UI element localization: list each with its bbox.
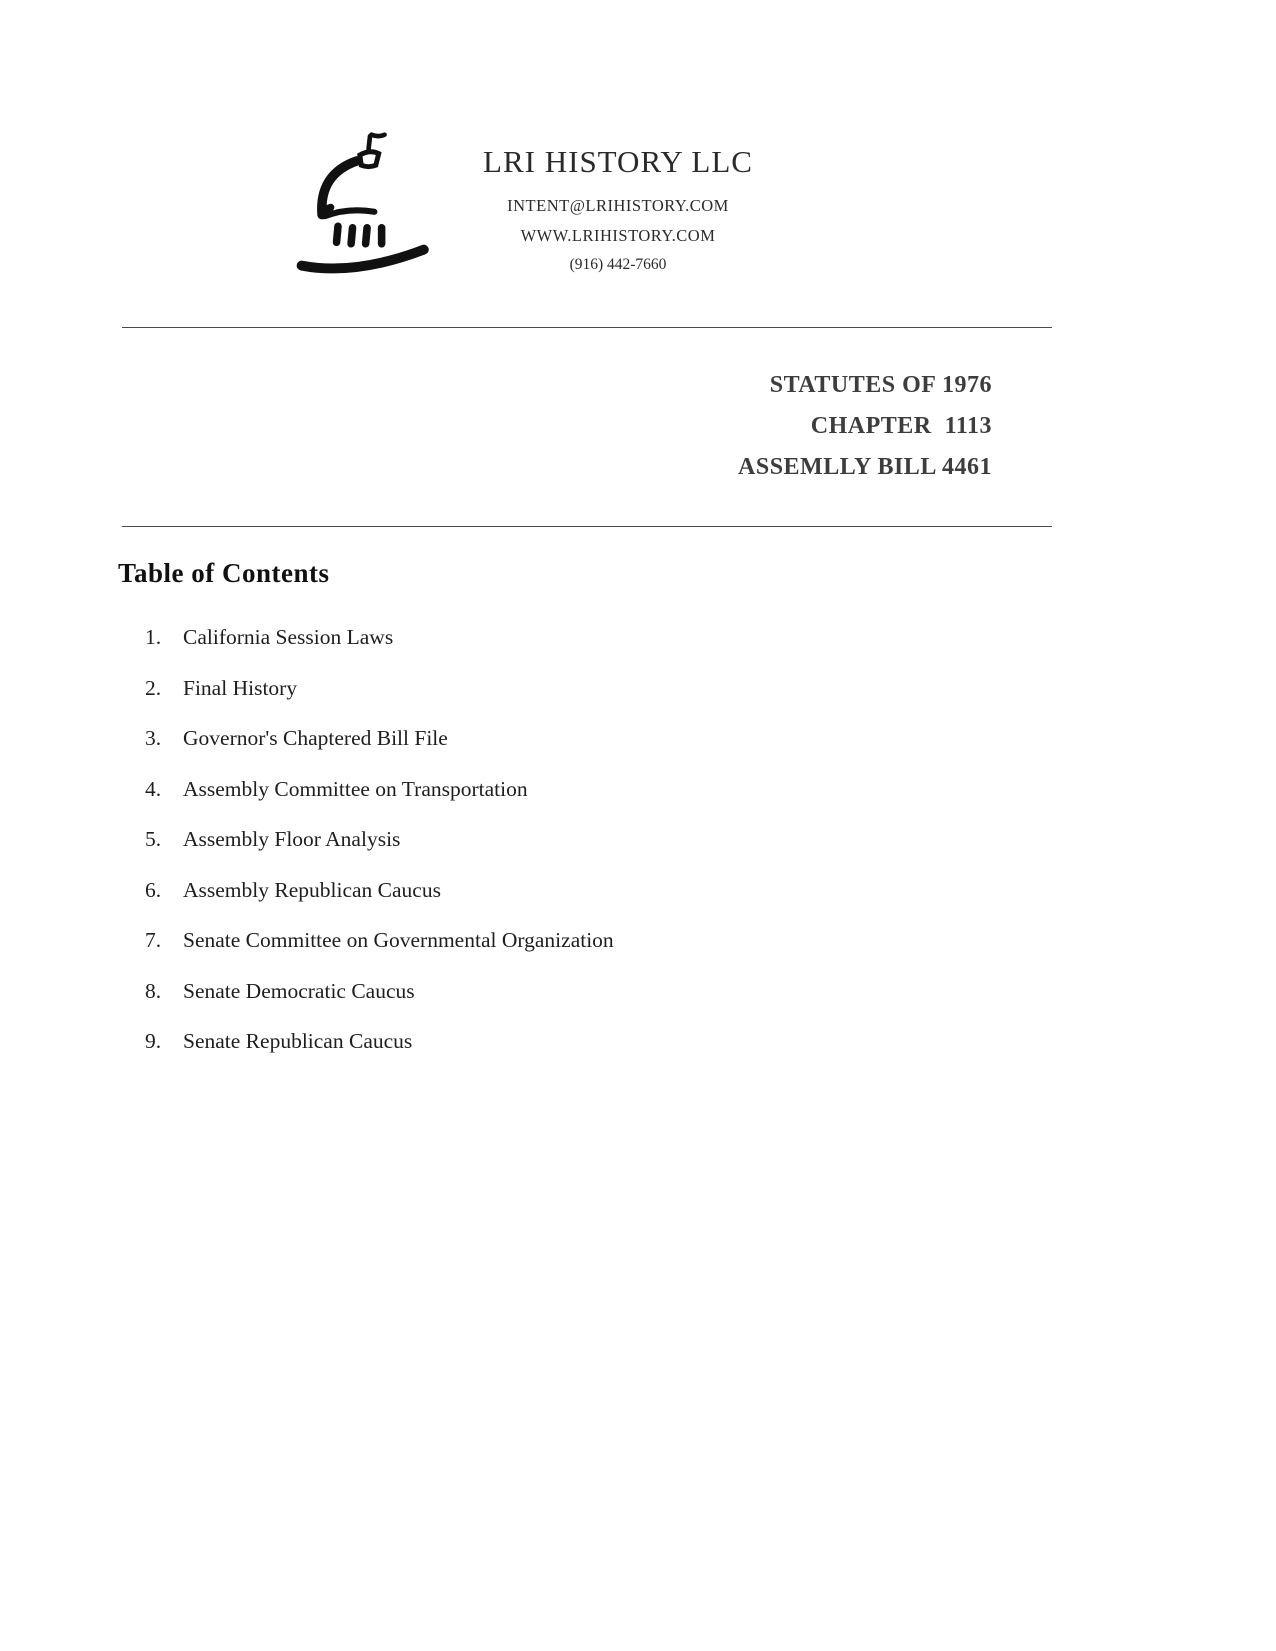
toc-item-label: Assembly Floor Analysis [183,827,401,851]
company-name: LRI HISTORY LLC [483,144,753,179]
toc-heading: Table of Contents [118,558,330,588]
toc-item [145,625,614,650]
toc-item-label: Senate Democratic Caucus [183,978,415,1003]
toc-item [145,878,614,903]
statute-title-block [738,372,992,495]
assembly-bill-line: ASSEMLLY BILL 4461 [738,454,992,480]
statutes-line: STATUTES OF 1976 [769,372,992,398]
toc-item [145,726,614,751]
toc-item [145,979,614,1004]
toc-item-label: Final History [183,675,298,700]
toc-item [145,827,614,852]
toc-item [145,928,614,953]
divider-top [122,327,1052,328]
capitol-dome-logo-icon [290,122,450,287]
toc-item-label: Senate Republican Caucus [183,1029,413,1053]
toc-list [145,625,614,1080]
toc-item-label: Governor's Chaptered Bill File [183,726,448,750]
company-phone: (916) 442-7660 [569,256,667,273]
letterhead-text [468,144,768,274]
toc-item-label: California Session Laws [183,625,394,649]
chapter-line: CHAPTER 1113 [810,413,992,439]
toc-item [145,777,614,802]
toc-item-label: Assembly Republican Caucus [183,877,441,902]
toc-item-label: Senate Committee on Governmental Organization [183,928,614,952]
toc-item [145,1029,614,1054]
company-email: INTENT@LRIHISTORY.COM [507,196,729,215]
company-website: WWW.LRIHISTORY.COM [520,226,716,245]
divider-bottom [122,526,1052,527]
letterhead [290,122,768,287]
toc-item [145,676,614,701]
toc-item-label: Assembly Committee on Transportation [183,776,528,801]
